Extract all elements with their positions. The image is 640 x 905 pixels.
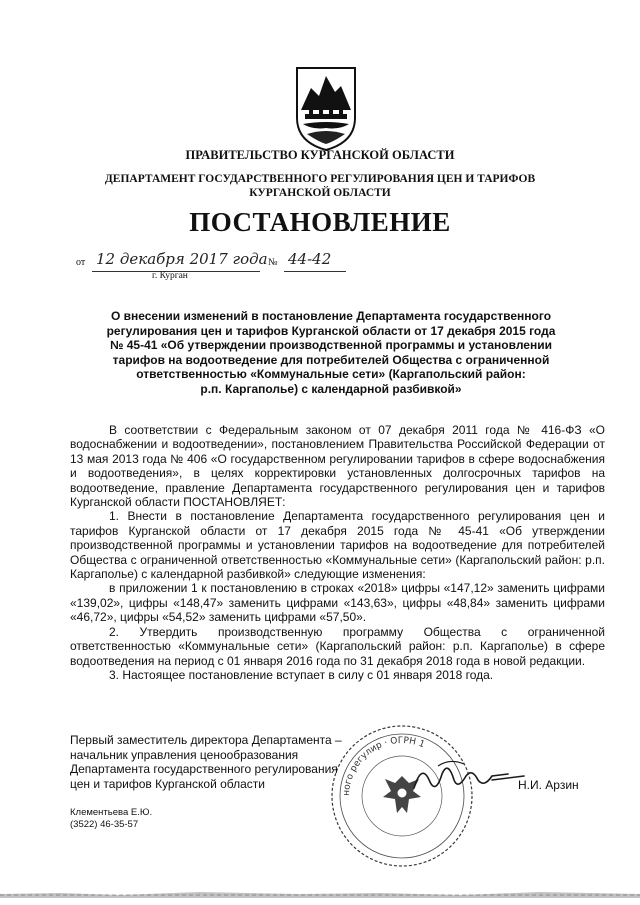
scan-edge-artifact bbox=[0, 886, 640, 898]
subject-line: тарифов на водоотведение для потребителей Общества с ограниченной bbox=[112, 352, 550, 367]
preamble-paragraph: В соответствии с Федеральным законом от 07 декабря 2011 года № 416-ФЗ «О водоснабжении и водоотведении», постановлением Правительства Российской Федерации от 13 мая 2013 года № 406 «О государственном регулировании тарифов в сфере водоснабжения и водоотведения», в целях корректировки установленных долгосрочных тарифов на водоотведение, правление Департамента государственного регулирования цен и тарифов Курганской области ПОСТАНОВЛЯЕТ: bbox=[70, 423, 605, 510]
handwritten-date: 12 декабря 2017 года bbox=[96, 250, 268, 268]
document-body bbox=[70, 423, 605, 682]
item-3-paragraph: 3. Настоящее постановление вступает в силу с 01 января 2018 года. bbox=[109, 667, 494, 682]
coat-of-arms-emblem bbox=[293, 66, 359, 152]
signer-position-line: Первый заместитель директора Департамента – bbox=[70, 733, 342, 747]
handwritten-signature bbox=[408, 758, 528, 798]
signer-position-line: цен и тарифов Курганской области bbox=[70, 776, 265, 791]
department-name bbox=[0, 172, 640, 200]
subject-line: р.п. Каргаполье) с календарной разбивкой» bbox=[200, 381, 462, 396]
subject-line: № 45-41 «Об утверждении производственной программы и установлении bbox=[110, 338, 552, 352]
executor-phone: (3522) 46-35-57 bbox=[70, 819, 139, 830]
subject-line: О внесении изменений в постановление Департамента государственного bbox=[110, 309, 552, 323]
date-number-line bbox=[76, 249, 368, 281]
number-label: № bbox=[268, 257, 278, 268]
subject-line: регулирования цен и тарифов Курганской области от 17 декабря 2015 года bbox=[106, 323, 556, 338]
government-name: ПРАВИТЕЛЬСТВО КУРГАНСКОЙ ОБЛАСТИ bbox=[185, 148, 455, 162]
stamp-text: ного регулир · ОГРН 1 bbox=[341, 735, 427, 797]
city-label: г. Курган bbox=[152, 271, 188, 281]
department-line-1: ДЕПАРТАМЕНТ ГОСУДАРСТВЕННОГО РЕГУЛИРОВАНИЯ ЦЕН И ТАРИФОВ bbox=[104, 173, 536, 185]
signer-position-line: начальник управления ценообразования bbox=[70, 747, 299, 762]
document-subject bbox=[70, 309, 592, 396]
executor-info bbox=[70, 807, 152, 831]
number-underline bbox=[284, 271, 346, 272]
signer-name: Н.И. Арзин bbox=[518, 778, 579, 792]
document-type-title: ПОСТАНОВЛЕНИЕ bbox=[189, 207, 451, 237]
from-label: от bbox=[76, 257, 86, 268]
subject-line: ответственностью «Коммунальные сети» (Каргапольский район: bbox=[136, 367, 526, 381]
item-1-paragraph: 1. Внести в постановление Департамента государственного регулирования цен и тарифов Курганской области от 17 декабря 2015 года № 45-41 «Об утверждении производственной программы и установлении тарифов на водоотведение для потребителей Общества с ограниченной ответственностью «Коммунальные сети» (Каргапольский район: р.п. Каргаполье) с календарной разбивкой» следующие изменения: bbox=[70, 509, 605, 582]
executor-name: Клементьева Е.Ю. bbox=[70, 807, 153, 818]
item-2-paragraph: 2. Утвердить производственную программу Общества с ограниченной ответственностью «Коммунальные сети» (Каргапольский район: р.п. Каргаполье) в сфере водоотведения на период с 01 января 2016 года по 31 декабря 2018 года в новой редакции. bbox=[70, 624, 605, 668]
signature-block bbox=[70, 733, 400, 791]
item-1-detail-paragraph: в приложении 1 к постановлению в строках «2018» цифры «147,12» заменить цифрами «139,02», цифры «148,47» заменить цифрами «143,63», цифры «48,84» заменить цифрами «46,72», цифры «54,52» заменить цифрами «57,50». bbox=[70, 581, 605, 625]
signer-position-line: Департамента государственного регулирования bbox=[70, 762, 338, 777]
handwritten-number: 44-42 bbox=[288, 250, 332, 268]
department-line-2: КУРГАНСКОЙ ОБЛАСТИ bbox=[249, 187, 391, 199]
